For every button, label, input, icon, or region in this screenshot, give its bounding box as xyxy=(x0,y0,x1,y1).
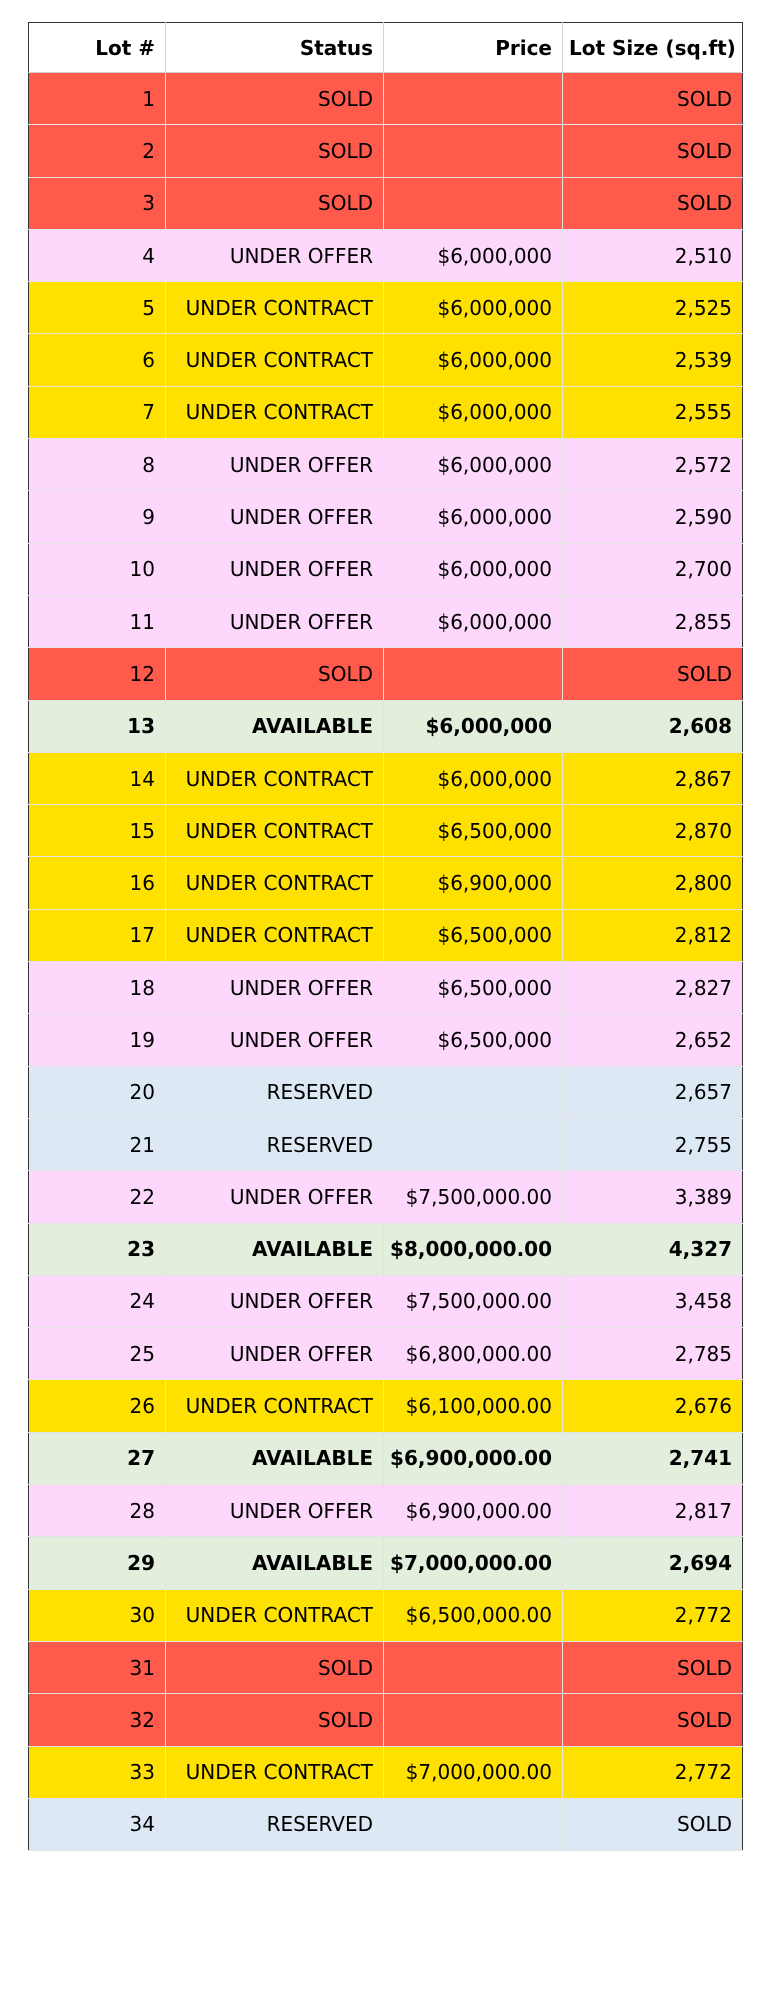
cell-price: $6,000,000 xyxy=(384,543,563,595)
cell-lot-size: 2,652 xyxy=(563,1014,743,1066)
cell-status: UNDER OFFER xyxy=(166,229,384,281)
cell-status: SOLD xyxy=(166,125,384,177)
table-row xyxy=(29,282,743,334)
table-row xyxy=(29,125,743,177)
cell-lot-size: 2,590 xyxy=(563,491,743,543)
cell-price: $6,000,000 xyxy=(384,491,563,543)
cell-lot: 17 xyxy=(29,909,166,961)
cell-lot: 22 xyxy=(29,1171,166,1223)
cell-lot: 15 xyxy=(29,805,166,857)
table-row xyxy=(29,1641,743,1693)
cell-status: SOLD xyxy=(166,177,384,229)
cell-status: AVAILABLE xyxy=(166,1432,384,1484)
cell-status: UNDER OFFER xyxy=(166,543,384,595)
table-row xyxy=(29,1118,743,1170)
header-lot-size: Lot Size (sq.ft) xyxy=(563,23,743,73)
cell-lot: 5 xyxy=(29,282,166,334)
cell-status: UNDER OFFER xyxy=(166,1328,384,1380)
cell-lot: 8 xyxy=(29,439,166,491)
cell-price: $6,000,000 xyxy=(384,439,563,491)
cell-price xyxy=(384,125,563,177)
cell-lot: 21 xyxy=(29,1118,166,1170)
cell-status: UNDER CONTRACT xyxy=(166,1380,384,1432)
table-row xyxy=(29,1171,743,1223)
table-row xyxy=(29,1066,743,1118)
table-row xyxy=(29,648,743,700)
cell-lot: 3 xyxy=(29,177,166,229)
cell-lot-size: 2,555 xyxy=(563,386,743,438)
cell-lot-size: 2,785 xyxy=(563,1328,743,1380)
table-row xyxy=(29,1694,743,1746)
lots-body xyxy=(29,73,743,1851)
cell-lot: 9 xyxy=(29,491,166,543)
cell-price xyxy=(384,177,563,229)
table-row xyxy=(29,1589,743,1641)
cell-lot-size: SOLD xyxy=(563,1694,743,1746)
cell-price xyxy=(384,1066,563,1118)
cell-lot-size: 4,327 xyxy=(563,1223,743,1275)
cell-status: UNDER OFFER xyxy=(166,595,384,647)
cell-price: $6,500,000 xyxy=(384,805,563,857)
cell-lot-size: 2,755 xyxy=(563,1118,743,1170)
cell-lot-size: 3,389 xyxy=(563,1171,743,1223)
cell-status: UNDER CONTRACT xyxy=(166,752,384,804)
table-row xyxy=(29,857,743,909)
table-row xyxy=(29,1328,743,1380)
cell-lot-size: SOLD xyxy=(563,648,743,700)
table-row xyxy=(29,334,743,386)
table-row xyxy=(29,595,743,647)
cell-lot: 19 xyxy=(29,1014,166,1066)
table-row xyxy=(29,491,743,543)
cell-price: $6,500,000 xyxy=(384,909,563,961)
cell-status: UNDER OFFER xyxy=(166,439,384,491)
cell-lot: 29 xyxy=(29,1537,166,1589)
cell-lot: 24 xyxy=(29,1275,166,1327)
cell-status: RESERVED xyxy=(166,1066,384,1118)
cell-price: $6,500,000 xyxy=(384,1014,563,1066)
cell-lot-size: 2,694 xyxy=(563,1537,743,1589)
cell-lot-size: SOLD xyxy=(563,1798,743,1850)
cell-lot: 2 xyxy=(29,125,166,177)
cell-price: $6,100,000.00 xyxy=(384,1380,563,1432)
cell-lot-size: 3,458 xyxy=(563,1275,743,1327)
cell-lot-size: SOLD xyxy=(563,177,743,229)
cell-status: AVAILABLE xyxy=(166,700,384,752)
cell-price: $6,900,000 xyxy=(384,857,563,909)
cell-price: $7,500,000.00 xyxy=(384,1171,563,1223)
cell-price: $6,000,000 xyxy=(384,700,563,752)
cell-status: UNDER CONTRACT xyxy=(166,386,384,438)
cell-lot-size: 2,855 xyxy=(563,595,743,647)
cell-lot: 7 xyxy=(29,386,166,438)
table-row xyxy=(29,700,743,752)
table-row xyxy=(29,1798,743,1850)
cell-lot: 18 xyxy=(29,962,166,1014)
cell-price: $6,500,000 xyxy=(384,962,563,1014)
cell-price xyxy=(384,1641,563,1693)
cell-status: UNDER CONTRACT xyxy=(166,805,384,857)
cell-status: UNDER CONTRACT xyxy=(166,909,384,961)
table-row xyxy=(29,543,743,595)
cell-lot: 30 xyxy=(29,1589,166,1641)
cell-status: UNDER CONTRACT xyxy=(166,1746,384,1798)
cell-price: $6,900,000.00 xyxy=(384,1485,563,1537)
cell-lot: 1 xyxy=(29,73,166,125)
cell-price xyxy=(384,1798,563,1850)
cell-lot: 26 xyxy=(29,1380,166,1432)
cell-lot: 33 xyxy=(29,1746,166,1798)
cell-lot: 27 xyxy=(29,1432,166,1484)
cell-price xyxy=(384,1118,563,1170)
cell-price xyxy=(384,648,563,700)
cell-price: $6,000,000 xyxy=(384,334,563,386)
cell-price: $6,000,000 xyxy=(384,282,563,334)
cell-status: UNDER CONTRACT xyxy=(166,282,384,334)
cell-status: UNDER OFFER xyxy=(166,1014,384,1066)
table-row xyxy=(29,439,743,491)
table-row xyxy=(29,909,743,961)
table-row xyxy=(29,1380,743,1432)
cell-lot: 32 xyxy=(29,1694,166,1746)
cell-status: RESERVED xyxy=(166,1798,384,1850)
cell-lot: 14 xyxy=(29,752,166,804)
cell-status: SOLD xyxy=(166,73,384,125)
cell-price xyxy=(384,1694,563,1746)
cell-status: UNDER OFFER xyxy=(166,1485,384,1537)
cell-status: UNDER CONTRACT xyxy=(166,1589,384,1641)
cell-lot: 13 xyxy=(29,700,166,752)
cell-status: UNDER OFFER xyxy=(166,962,384,1014)
cell-lot-size: 2,657 xyxy=(563,1066,743,1118)
cell-lot: 4 xyxy=(29,229,166,281)
cell-lot-size: 2,700 xyxy=(563,543,743,595)
lots-table xyxy=(28,22,743,1851)
cell-price: $8,000,000.00 xyxy=(384,1223,563,1275)
header-lot: Lot # xyxy=(29,23,166,73)
table-row xyxy=(29,73,743,125)
cell-price: $7,000,000.00 xyxy=(384,1537,563,1589)
header-status: Status xyxy=(166,23,384,73)
cell-lot-size: 2,800 xyxy=(563,857,743,909)
cell-status: SOLD xyxy=(166,1694,384,1746)
cell-lot: 20 xyxy=(29,1066,166,1118)
table-row xyxy=(29,177,743,229)
table-row xyxy=(29,1223,743,1275)
cell-price: $6,000,000 xyxy=(384,595,563,647)
cell-lot-size: 2,510 xyxy=(563,229,743,281)
table-row xyxy=(29,1537,743,1589)
cell-status: UNDER OFFER xyxy=(166,1275,384,1327)
cell-lot-size: SOLD xyxy=(563,125,743,177)
cell-lot-size: SOLD xyxy=(563,1641,743,1693)
cell-status: UNDER CONTRACT xyxy=(166,857,384,909)
table-row xyxy=(29,805,743,857)
cell-lot-size: 2,827 xyxy=(563,962,743,1014)
cell-lot-size: 2,539 xyxy=(563,334,743,386)
table-row xyxy=(29,229,743,281)
cell-lot: 12 xyxy=(29,648,166,700)
table-row xyxy=(29,1014,743,1066)
cell-lot-size: 2,572 xyxy=(563,439,743,491)
cell-lot: 6 xyxy=(29,334,166,386)
cell-lot-size: 2,676 xyxy=(563,1380,743,1432)
header-row xyxy=(29,23,743,73)
cell-status: UNDER OFFER xyxy=(166,491,384,543)
cell-price: $6,000,000 xyxy=(384,386,563,438)
cell-lot-size: 2,867 xyxy=(563,752,743,804)
cell-lot-size: 2,772 xyxy=(563,1746,743,1798)
cell-status: AVAILABLE xyxy=(166,1223,384,1275)
cell-lot-size: 2,870 xyxy=(563,805,743,857)
cell-lot: 34 xyxy=(29,1798,166,1850)
cell-price xyxy=(384,73,563,125)
cell-lot: 25 xyxy=(29,1328,166,1380)
cell-lot-size: 2,525 xyxy=(563,282,743,334)
cell-price: $6,500,000.00 xyxy=(384,1589,563,1641)
cell-price: $6,800,000.00 xyxy=(384,1328,563,1380)
cell-lot: 16 xyxy=(29,857,166,909)
table-row xyxy=(29,1485,743,1537)
cell-price: $7,500,000.00 xyxy=(384,1275,563,1327)
cell-status: SOLD xyxy=(166,1641,384,1693)
cell-lot: 11 xyxy=(29,595,166,647)
cell-lot: 28 xyxy=(29,1485,166,1537)
cell-status: AVAILABLE xyxy=(166,1537,384,1589)
cell-lot: 23 xyxy=(29,1223,166,1275)
cell-status: SOLD xyxy=(166,648,384,700)
cell-lot-size: SOLD xyxy=(563,73,743,125)
cell-price: $6,000,000 xyxy=(384,229,563,281)
cell-price: $6,000,000 xyxy=(384,752,563,804)
table-row xyxy=(29,1275,743,1327)
cell-lot: 10 xyxy=(29,543,166,595)
cell-status: UNDER CONTRACT xyxy=(166,334,384,386)
table-row xyxy=(29,962,743,1014)
cell-price: $6,900,000.00 xyxy=(384,1432,563,1484)
cell-lot-size: 2,817 xyxy=(563,1485,743,1537)
cell-lot-size: 2,812 xyxy=(563,909,743,961)
cell-status: RESERVED xyxy=(166,1118,384,1170)
cell-price: $7,000,000.00 xyxy=(384,1746,563,1798)
table-row xyxy=(29,752,743,804)
table-row xyxy=(29,386,743,438)
cell-status: UNDER OFFER xyxy=(166,1171,384,1223)
table-row xyxy=(29,1746,743,1798)
cell-lot: 31 xyxy=(29,1641,166,1693)
cell-lot-size: 2,772 xyxy=(563,1589,743,1641)
table-row xyxy=(29,1432,743,1484)
cell-lot-size: 2,608 xyxy=(563,700,743,752)
cell-lot-size: 2,741 xyxy=(563,1432,743,1484)
header-price: Price xyxy=(384,23,563,73)
